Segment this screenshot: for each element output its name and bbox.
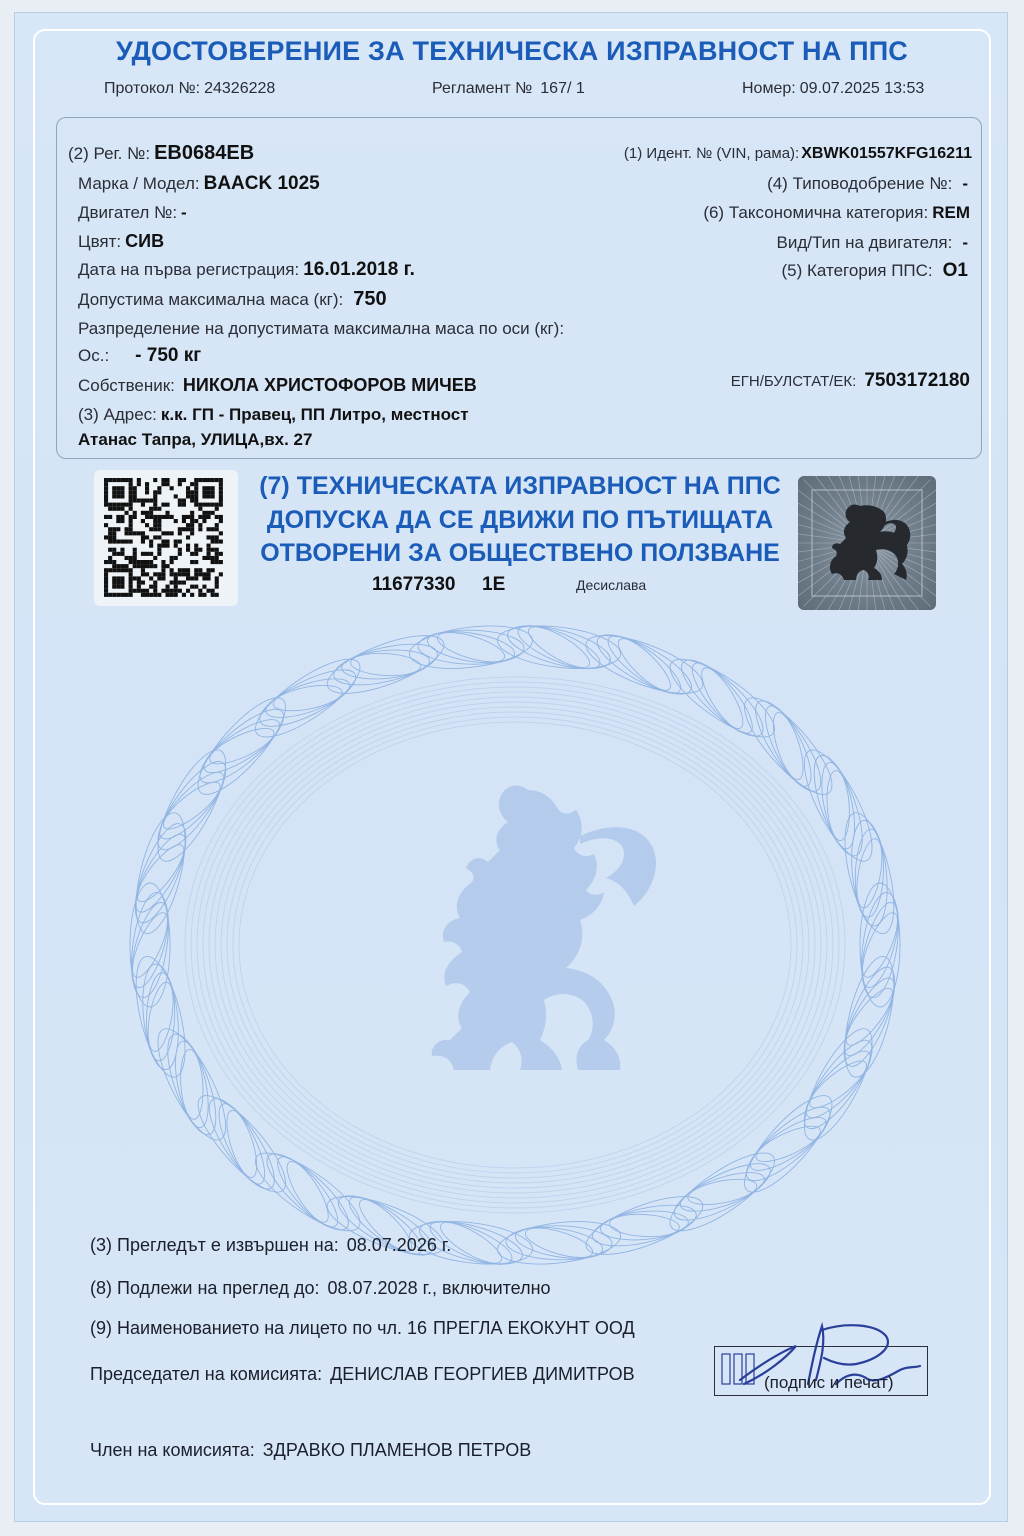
owner-field [78, 375, 477, 396]
max-mass-label: Допустима максимална маса (кг): [78, 290, 344, 309]
reg-value: ЕВ0684ЕВ [154, 142, 255, 164]
taxonomy-value: REM [932, 203, 970, 222]
reg-label: (2) Рег. №: [68, 144, 151, 163]
address-field [78, 405, 469, 425]
regulation-number [432, 80, 585, 98]
type-approval-field [767, 174, 968, 194]
distribution-label: Разпределение на допустимата максимална маса по оси (кг): [78, 319, 565, 338]
address-line1: к.к. ГП - Правец, ПП Литро, местност [160, 405, 469, 424]
performed-value: 08.07.2026 г. [346, 1235, 452, 1255]
first-reg-value: 16.01.2018 г. [303, 259, 415, 280]
protocol-label: Протокол №: [104, 80, 201, 97]
engine-label: Двигател №: [78, 203, 178, 222]
first-reg-label: Дата на първа регистрация: [78, 260, 300, 279]
axle-value: - 750 кг [135, 345, 202, 366]
inspection-entity-field [90, 1318, 635, 1339]
certificate-title: УДОСТОВЕРЕНИЕ ЗА ТЕХНИЧЕСКА ИЗПРАВНОСТ НА ППС [115, 36, 909, 66]
category-value: O1 [942, 260, 968, 281]
vin-label: (1) Идент. № (VIN, рама): [623, 145, 800, 162]
chair-label: Председател на комисията: [90, 1364, 323, 1384]
guilloche-emblem-icon [100, 600, 930, 1290]
owner-label: Собственик: [78, 376, 175, 395]
due-value: 08.07.2028 г., включително [327, 1278, 551, 1298]
reg-number-field [68, 142, 254, 165]
statement-line1: (7) ТЕХНИЧЕСКАТА ИЗПРАВНОСТ НА ППС [259, 472, 781, 500]
entity-label: (9) Наименованието на лицето по чл. 16 [90, 1318, 427, 1338]
type-approval-label: (4) Типоводобрение №: [767, 174, 953, 193]
chairman-field [90, 1364, 635, 1385]
number-label: Номер: [742, 80, 796, 97]
owner-value: НИКОЛА ХРИСТОФОРОВ МИЧЕВ [182, 375, 477, 395]
category-label: (5) Категория ППС: [781, 261, 933, 280]
engine-value: - [181, 203, 187, 222]
regulation-label: Регламент № [432, 80, 533, 97]
max-mass-value: 750 [353, 288, 387, 310]
vin-field [624, 145, 972, 163]
address-line2: Атанас Тапра, УЛИЦА,вх. 27 [78, 430, 313, 449]
lion-emblem-icon [798, 476, 936, 610]
make-field [78, 173, 320, 195]
engine-type-label: Вид/Тип на двигателя: [776, 233, 953, 252]
mass-distribution-field [78, 319, 564, 339]
first-registration-field [78, 259, 415, 281]
color-value: СИВ [125, 231, 165, 251]
inspection-due-field [90, 1278, 551, 1299]
engine-field [78, 203, 187, 223]
performed-label: (3) Прегледът е извършен на: [90, 1235, 339, 1255]
engine-type-value: - [962, 233, 968, 252]
egn-label: ЕГН/БУЛСТАТ/ЕК: [730, 373, 857, 390]
address-line2-field [78, 430, 312, 450]
make-label: Марка / Модел: [78, 174, 200, 193]
qr-code-icon [104, 478, 228, 598]
statement-line3: ОТВОРЕНИ ЗА ОБЩЕСТВЕНО ПОЛЗВАНЕ [260, 539, 780, 567]
max-mass-field [78, 288, 387, 311]
address-label: (3) Адрес: [78, 405, 157, 424]
inspector-name: Десислава [576, 577, 647, 593]
taxonomy-field [703, 203, 970, 223]
egn-field [731, 370, 970, 392]
stamp-code1: 11677330 [372, 574, 456, 595]
vin-value: XBWK01557KFG16211 [801, 145, 972, 162]
type-approval-value: - [962, 174, 968, 193]
due-label: (8) Подлежи на преглед до: [90, 1278, 320, 1298]
hologram-sticker [798, 476, 936, 610]
member-value: ЗДРАВКО ПЛАМЕНОВ ПЕТРОВ [262, 1440, 532, 1460]
statement-line2: ДОПУСКА ДА СЕ ДВИЖИ ПО ПЪТИЩАТА [266, 506, 774, 534]
inspection-performed-field [90, 1235, 451, 1256]
entity-value: ПРЕГЛА ЕКОКУНТ ООД [432, 1318, 635, 1338]
signature-label: (подпис и печат) [764, 1373, 894, 1392]
number-value: 09.07.2025 13:53 [799, 80, 925, 97]
axle-field [78, 345, 201, 367]
qr-code [94, 470, 238, 606]
stamp-code2: 1E [482, 574, 506, 595]
egn-value: 7503172180 [864, 370, 970, 391]
protocol-value: 24326228 [204, 80, 276, 97]
protocol-number [104, 80, 275, 98]
make-value: BAACK 1025 [203, 173, 320, 194]
member-label: Член на комисията: [90, 1440, 255, 1460]
category-field [782, 260, 969, 282]
member-field [90, 1440, 531, 1461]
axle-label: Ос.: [78, 346, 110, 365]
regulation-value: 167/ 1 [540, 80, 585, 97]
color-label: Цвят: [78, 232, 122, 251]
chair-value: ДЕНИСЛАВ ГЕОРГИЕВ ДИМИТРОВ [330, 1364, 635, 1384]
taxonomy-label: (6) Таксономична категория: [703, 203, 929, 222]
color-field [78, 231, 164, 252]
engine-type-field [777, 233, 968, 253]
lion-watermark-icon [432, 786, 656, 1071]
issue-number [742, 80, 924, 98]
